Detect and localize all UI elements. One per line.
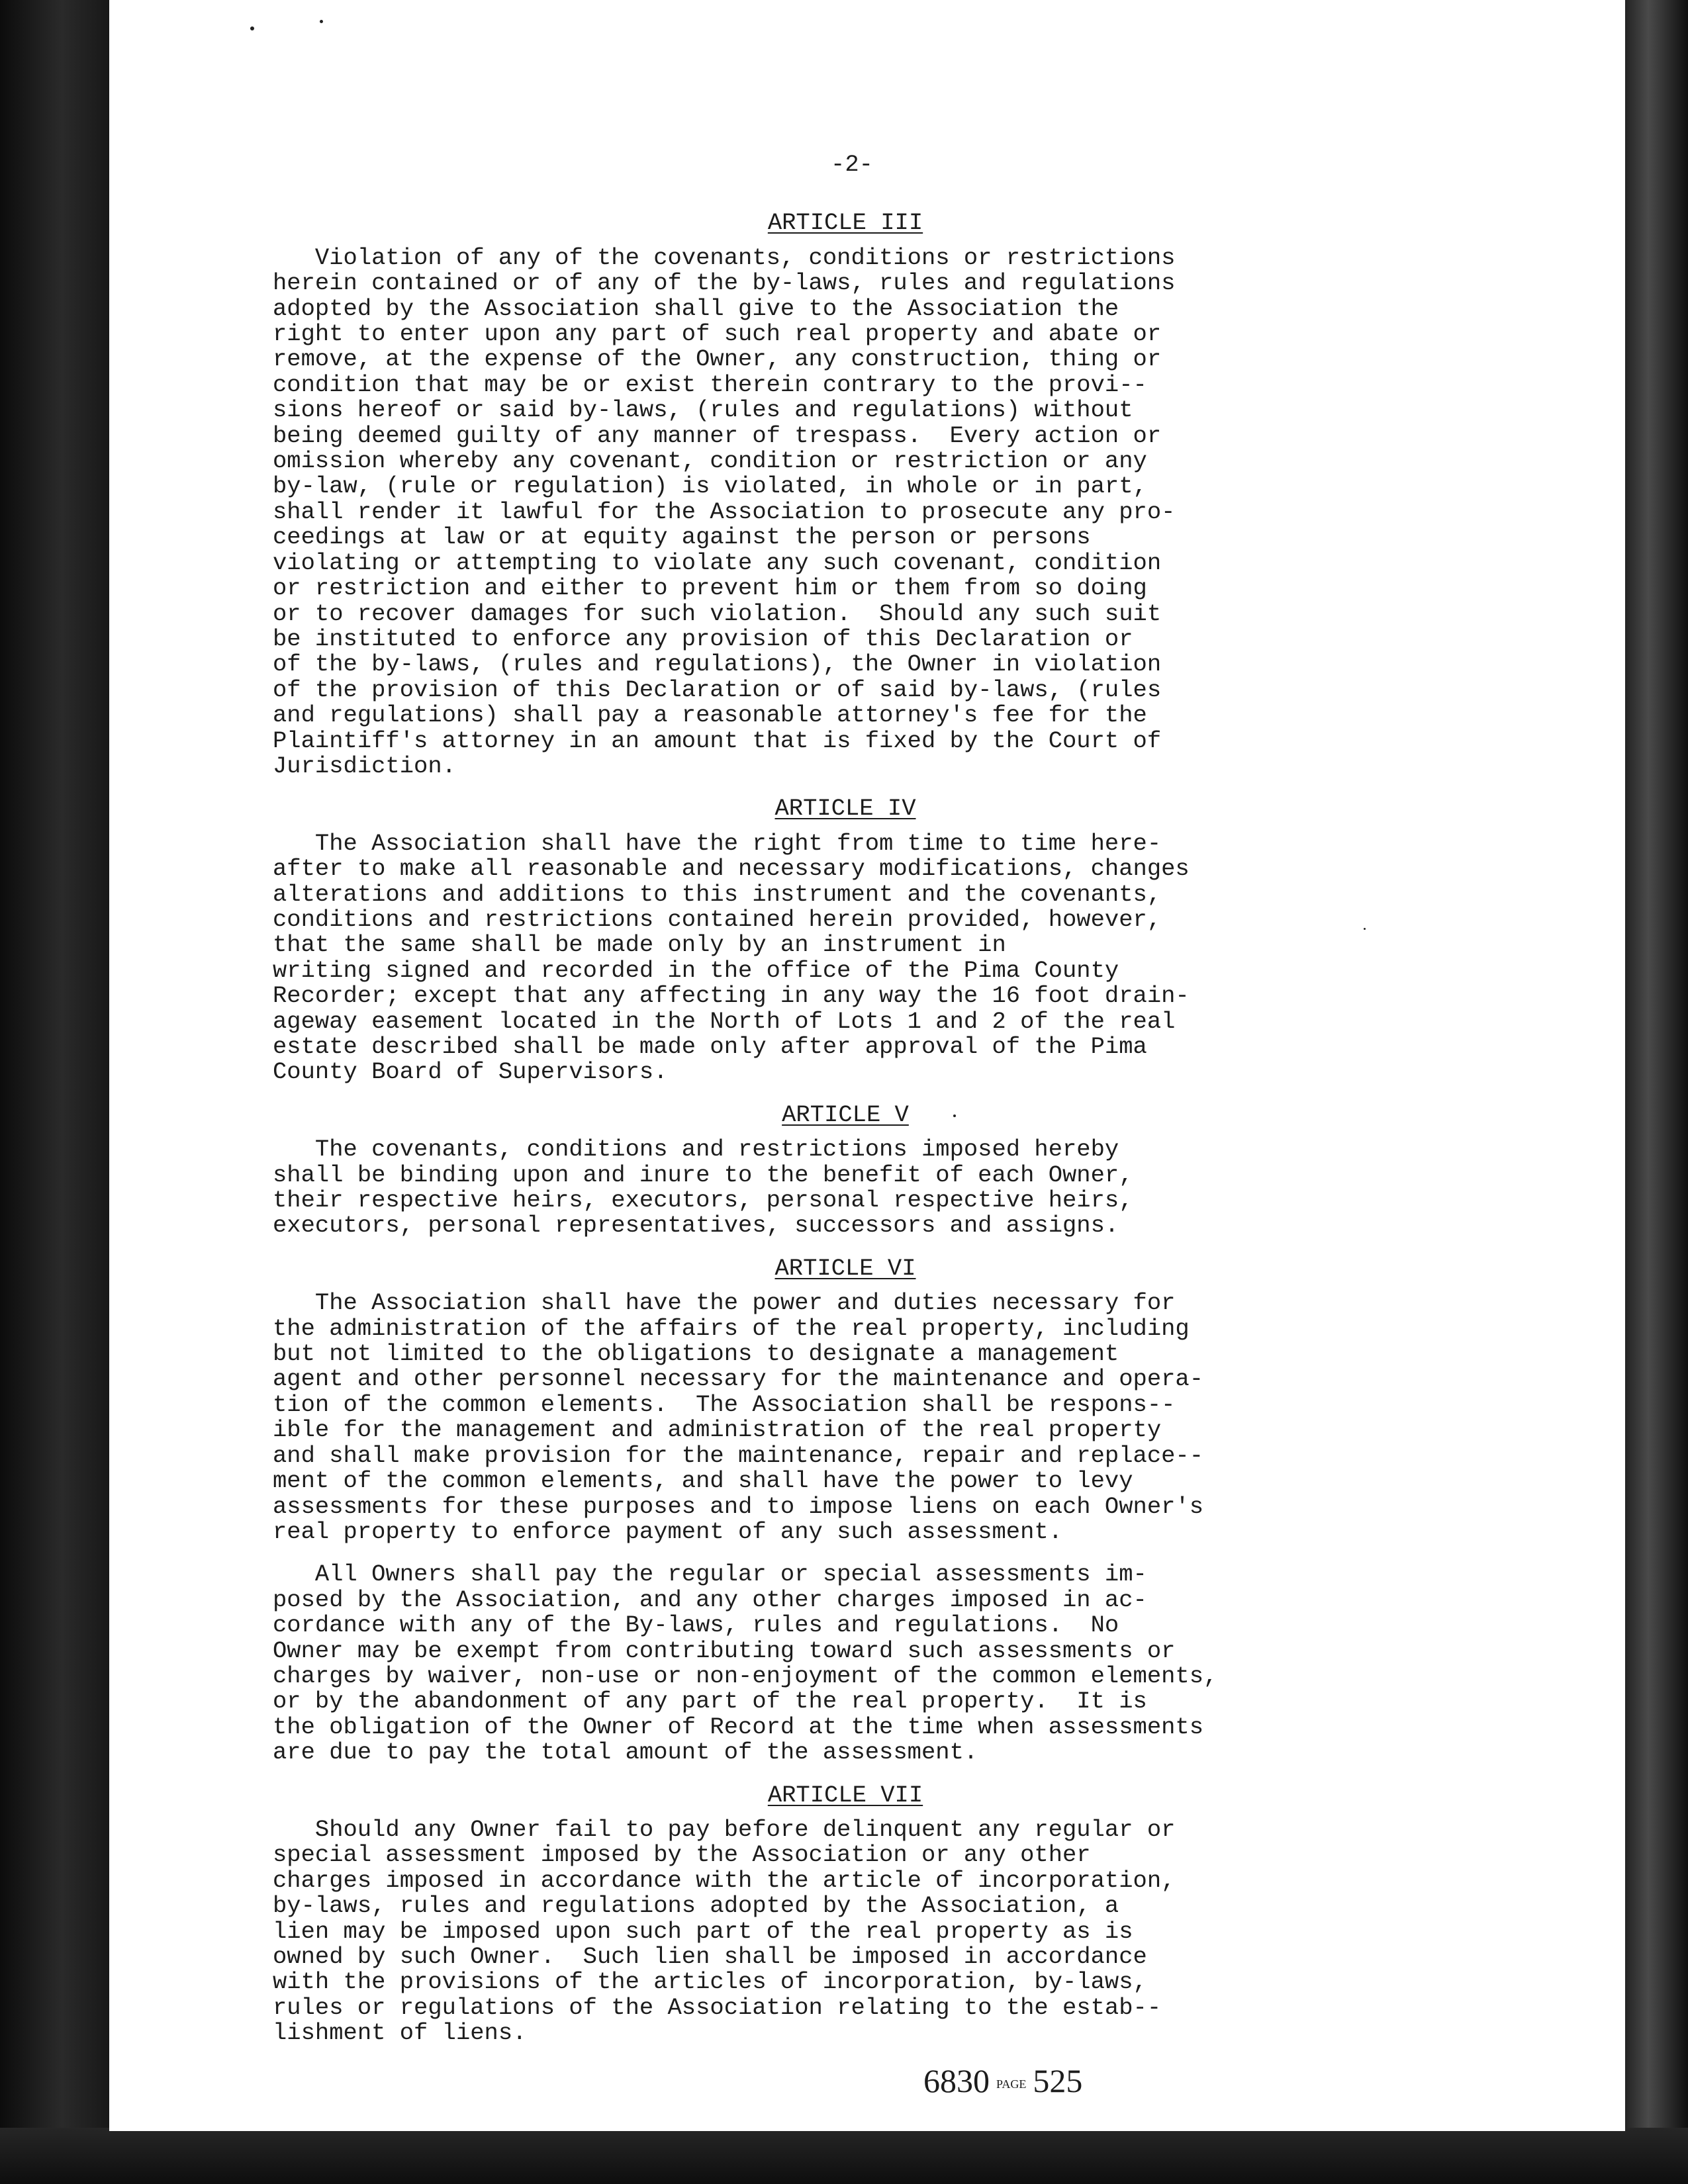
text-line: or restriction and either to prevent him or them from so doing xyxy=(273,574,1147,602)
text-line: omission whereby any covenant, condition or restriction or any xyxy=(273,447,1147,475)
text-line: the obligation of the Owner of Record at the time when assessments xyxy=(273,1713,1204,1741)
text-line: executors, personal representatives, successors and assigns. xyxy=(273,1212,1119,1240)
text-line: with the provisions of the articles of incorporation, by-laws, xyxy=(273,1968,1147,1996)
article-heading: ARTICLE IV xyxy=(774,795,916,823)
text-line: conditions and restrictions contained herein provided, however, xyxy=(273,905,1162,933)
scan-border-right xyxy=(1622,0,1688,2184)
text-line: ageway easement located in the North of Lots 1 and 2 of the real xyxy=(273,1007,1176,1035)
text-line: alterations and additions to this instrument and the covenants, xyxy=(273,880,1162,908)
article-heading: ARTICLE III xyxy=(767,209,923,237)
text-line: or by the abandonment of any part of the real property. It is xyxy=(273,1688,1147,1715)
text-line: being deemed guilty of any manner of trespass. Every action or xyxy=(273,422,1162,449)
article-section xyxy=(273,1103,1405,1239)
text-line: shall render it lawful for the Association to prosecute any pro- xyxy=(273,498,1176,525)
text-line: cordance with any of the By-laws, rules and regulations. No xyxy=(273,1612,1119,1639)
text-line: The Association shall have the power and duties necessary for xyxy=(273,1289,1176,1317)
article-paragraph xyxy=(273,246,1405,780)
scan-border-bottom xyxy=(0,2128,1688,2184)
text-line: and regulations) shall pay a reasonable attorney's fee for the xyxy=(273,702,1147,729)
text-line: but not limited to the obligations to designate a management xyxy=(273,1340,1119,1368)
text-line: charges by waiver, non-use or non-enjoyment of the common elements, xyxy=(273,1662,1218,1690)
article-heading: ARTICLE VI xyxy=(774,1254,916,1282)
text-line: of the provision of this Declaration or of said by-laws, (rules xyxy=(273,676,1162,704)
article-section xyxy=(273,796,1405,1085)
text-line: the administration of the affairs of the real property, including xyxy=(273,1314,1190,1342)
text-line: shall be binding upon and inure to the benefit of each Owner, xyxy=(273,1161,1133,1189)
article-paragraph xyxy=(273,1137,1405,1239)
scan-border-left xyxy=(0,0,113,2184)
text-line: Jurisdiction. xyxy=(273,752,456,780)
text-line: County Board of Supervisors. xyxy=(273,1058,668,1086)
text-line: real property to enforce payment of any such assessment. xyxy=(273,1518,1062,1545)
text-line: Plaintiff's attorney in an amount that is fixed by the Court of xyxy=(273,727,1162,754)
text-line: assessments for these purposes and to impose liens on each Owner's xyxy=(273,1492,1204,1520)
page-label: PAGE xyxy=(996,2077,1027,2091)
article-heading: ARTICLE VII xyxy=(767,1781,923,1809)
text-line: ment of the common elements, and shall have the power to levy xyxy=(273,1467,1133,1495)
text-line: ceedings at law or at equity against the person or persons xyxy=(273,523,1091,551)
text-line: owned by such Owner. Such lien shall be imposed in accordance xyxy=(273,1943,1147,1970)
text-line: All Owners shall pay the regular or special assessments im- xyxy=(273,1561,1147,1588)
text-line: sions hereof or said by-laws, (rules and regulations) without xyxy=(273,396,1133,424)
text-line: are due to pay the total amount of the assessment. xyxy=(273,1739,978,1766)
text-line: Violation of any of the covenants, conditions or restrictions xyxy=(273,244,1176,271)
text-line: of the by-laws, (rules and regulations), the Owner in violation xyxy=(273,651,1162,678)
text-line: agent and other personnel necessary for the maintenance and opera- xyxy=(273,1365,1204,1393)
text-line: lishment of liens. xyxy=(273,2019,527,2047)
text-line: or to recover damages for such violation. Should any such suit xyxy=(273,600,1162,627)
text-line: posed by the Association, and any other charges imposed in ac- xyxy=(273,1586,1147,1614)
text-line: be instituted to enforce any provision of this Declaration or xyxy=(273,625,1133,653)
text-line: lien may be imposed upon such part of the real property as is xyxy=(273,1917,1133,1945)
docket-number: 6830 xyxy=(923,2062,990,2099)
article-paragraph xyxy=(273,1817,1405,2046)
page-number: -2- xyxy=(831,151,873,178)
text-line: special assessment imposed by the Association or any other xyxy=(273,1841,1091,1869)
document-body xyxy=(273,152,1405,2064)
text-line: adopted by the Association shall give to the Association the xyxy=(273,295,1119,322)
article-section xyxy=(273,210,1405,779)
text-line: rules or regulations of the Association relating to the estab-- xyxy=(273,1993,1162,2021)
article-list xyxy=(273,210,1405,2046)
text-line: that the same shall be made only by an instrument in xyxy=(273,931,1006,959)
article-paragraph xyxy=(273,1291,1405,1545)
text-line: remove, at the expense of the Owner, any construction, thing or xyxy=(273,345,1162,373)
scan-speck xyxy=(250,26,254,30)
text-line: tion of the common elements. The Association shall be respons-- xyxy=(273,1390,1176,1418)
text-line: right to enter upon any part of such real property and abate or xyxy=(273,320,1162,348)
text-line: The covenants, conditions and restrictions imposed hereby xyxy=(273,1136,1119,1163)
text-line: ible for the management and administration of the real property xyxy=(273,1416,1162,1444)
text-line: by-law, (rule or regulation) is violated, in whole or in part, xyxy=(273,473,1147,500)
recording-stamp xyxy=(923,2062,1082,2100)
text-line: charges imposed in accordance with the article of incorporation, xyxy=(273,1866,1176,1894)
text-line: by-laws, rules and regulations adopted by the Association, a xyxy=(273,1892,1119,1920)
text-line: herein contained or of any of the by-laws, rules and regulations xyxy=(273,269,1176,297)
article-section xyxy=(273,1783,1405,2046)
text-line: Should any Owner fail to pay before delinquent any regular or xyxy=(273,1815,1176,1843)
text-line: and shall make provision for the maintenance, repair and replace-- xyxy=(273,1441,1204,1469)
text-line: estate described shall be made only after approval of the Pima xyxy=(273,1033,1147,1060)
scan-speck xyxy=(320,20,323,23)
text-line: condition that may be or exist therein contrary to the provi-- xyxy=(273,371,1147,398)
text-line: violating or attempting to violate any such covenant, condition xyxy=(273,549,1162,576)
text-line: The Association shall have the right from time to time here- xyxy=(273,829,1162,857)
text-line: after to make all reasonable and necessary modifications, changes xyxy=(273,855,1190,883)
text-line: Recorder; except that any affecting in any way the 16 foot drain- xyxy=(273,982,1190,1010)
text-line: their respective heirs, executors, personal respective heirs, xyxy=(273,1187,1133,1214)
recording-page-number: 525 xyxy=(1033,2062,1083,2099)
text-line: writing signed and recorded in the office of the Pima County xyxy=(273,956,1119,984)
article-heading: ARTICLE V xyxy=(782,1101,909,1128)
article-paragraph xyxy=(273,831,1405,1085)
article-section xyxy=(273,1256,1405,1766)
text-line: Owner may be exempt from contributing toward such assessments or xyxy=(273,1637,1176,1664)
article-paragraph xyxy=(273,1562,1405,1765)
